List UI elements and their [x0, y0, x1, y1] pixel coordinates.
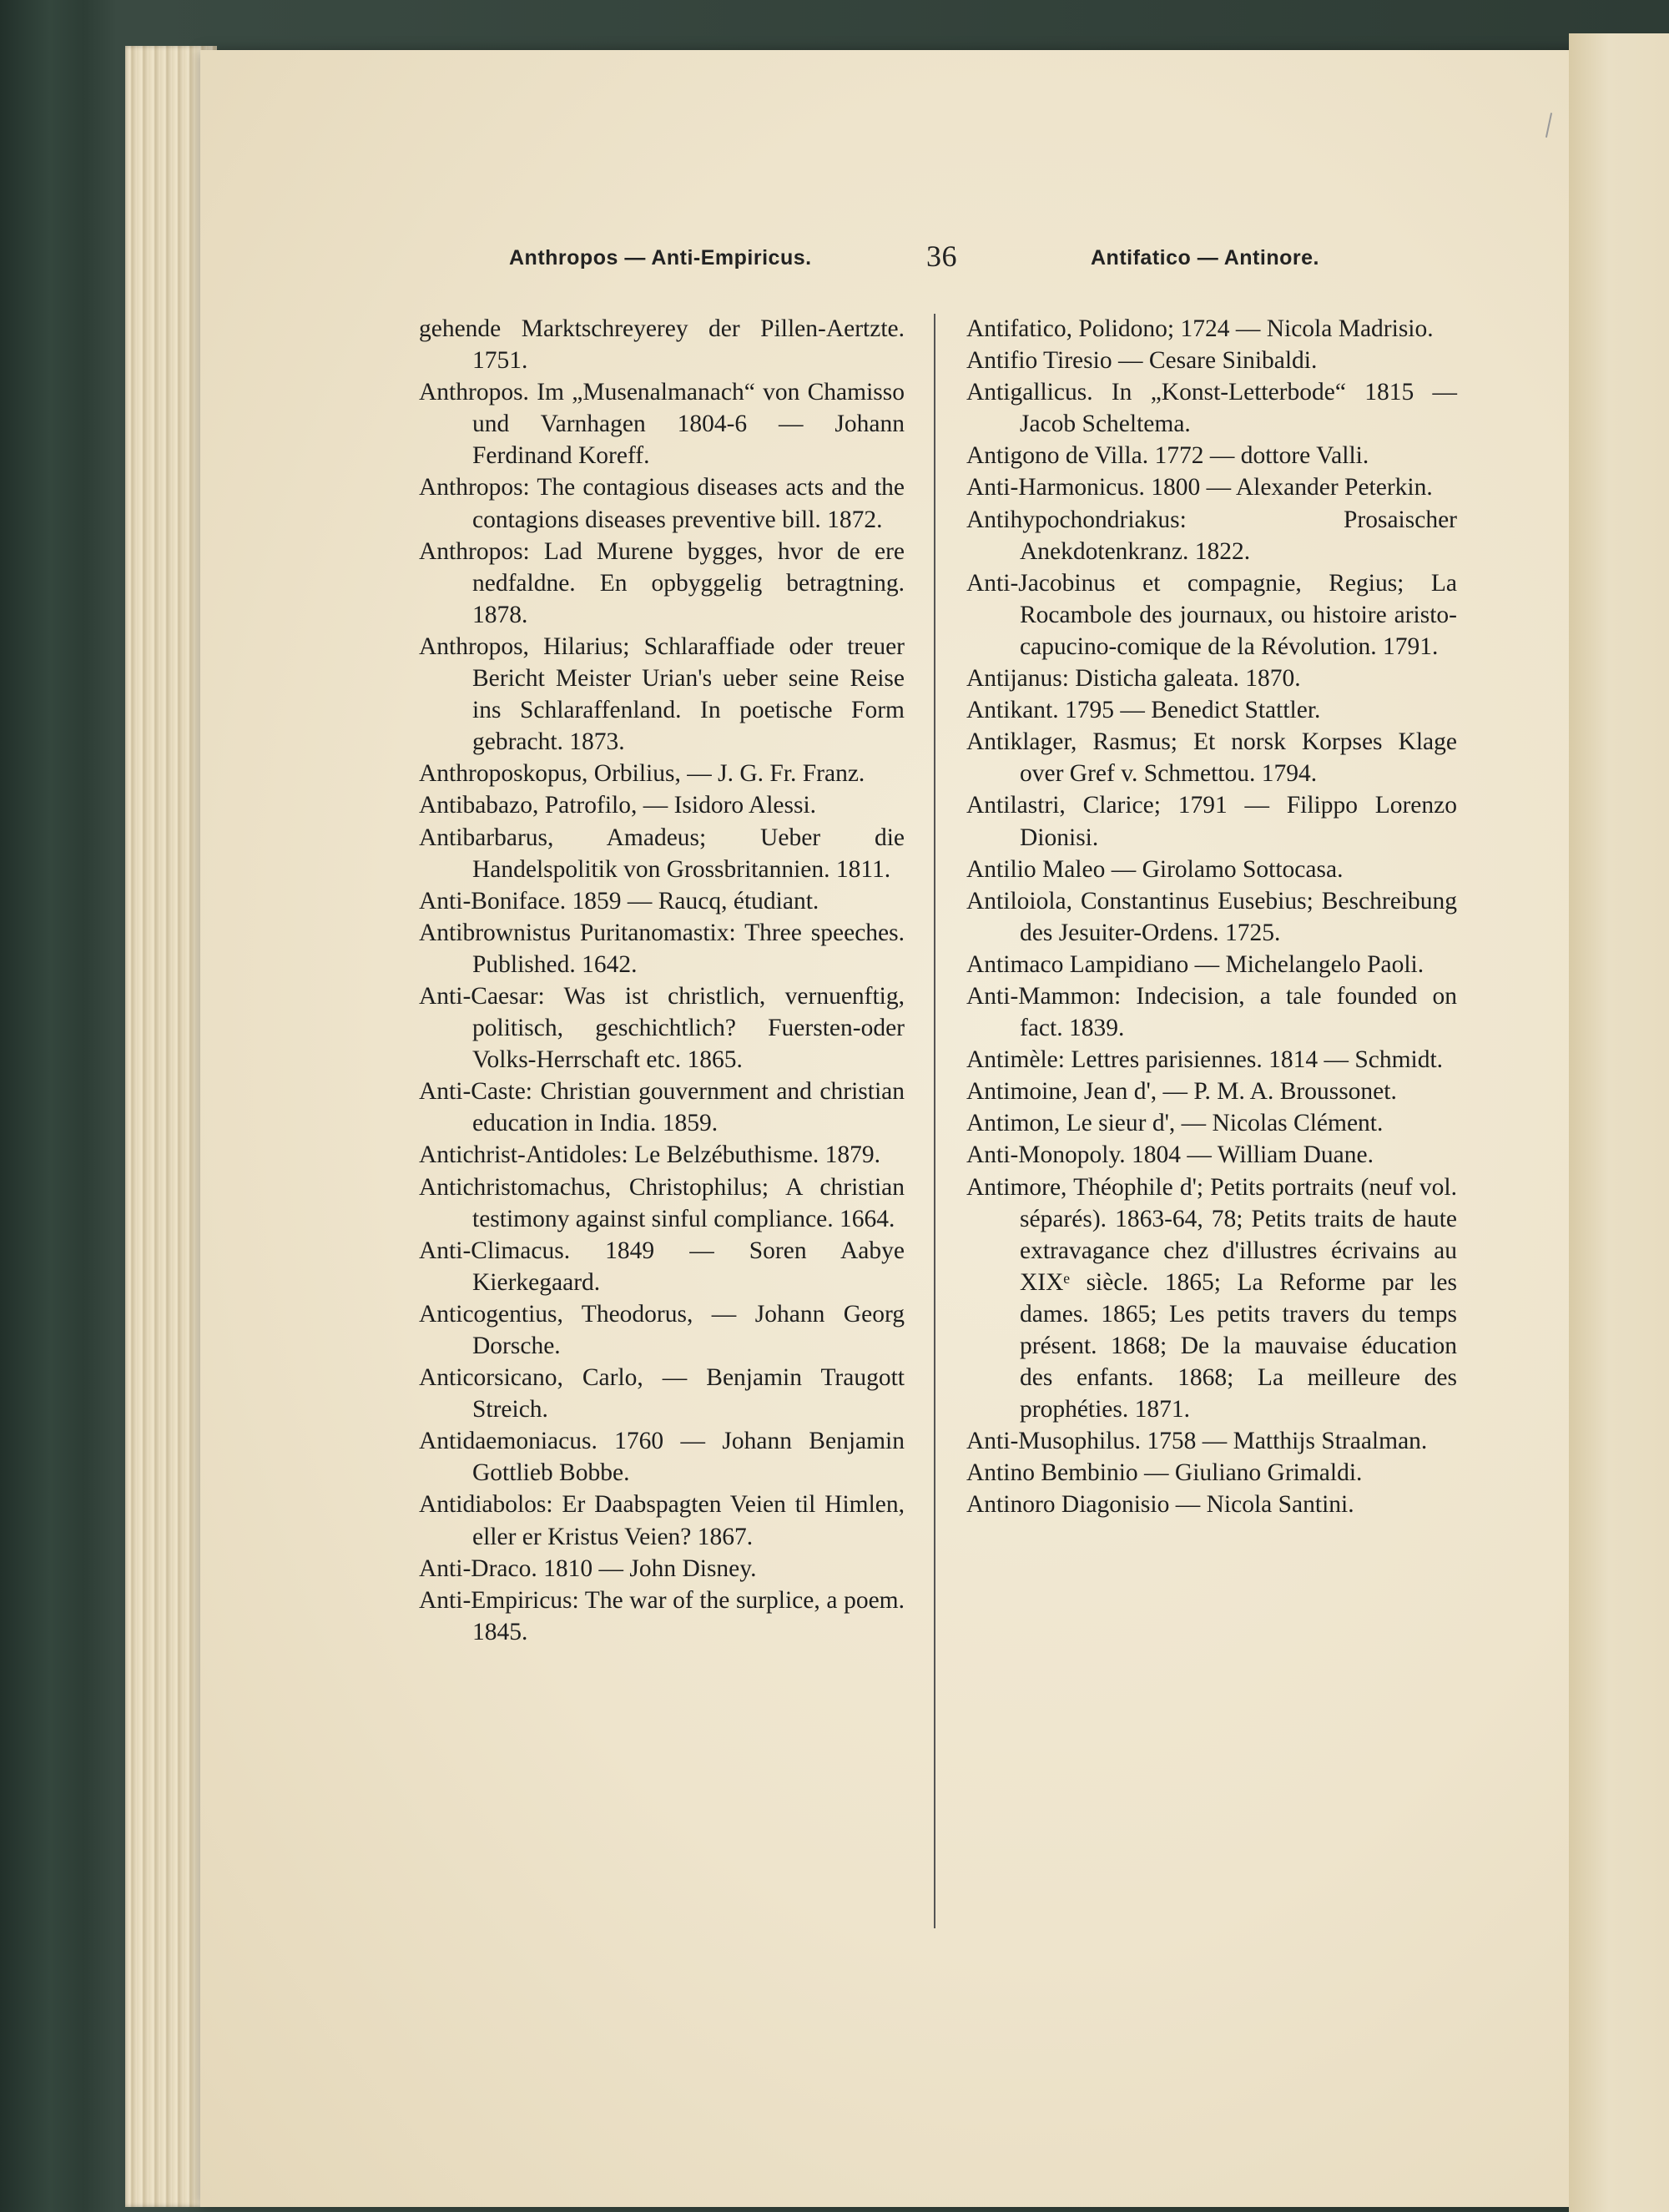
running-head-right: Antifatico — Antinore.: [1091, 246, 1319, 270]
entry: Antimore, Théophile d'; Petits portraits (neuf vol. séparés). 1863-64, 78; Petits traits de haute extravagance chez d'illustres écrivains au XIXᵉ siècle. 1865; La Reforme par les dames. 1865; Les petits travers du temps présent. 1868; De la mauvaise éducation des enfants. 1868; La meilleure des prophéties. 1871.: [966, 1173, 1457, 1423]
entry: Anthropos. Im „Musenalmanach“ von Chamisso und Varnhagen 1804-6 — Johann Ferdinand Koreff.: [419, 379, 905, 470]
entry: Anthropos, Hilarius; Schlaraffiade oder treuer Bericht Meister Urian's ueber seine Reise ins Schlaraffenland. In poetische Form gebracht. 1873.: [419, 632, 905, 756]
entry: Antinoro Diagonisio — Nicola Santini.: [966, 1491, 1354, 1519]
left-column: [419, 313, 905, 1648]
entry: Antigallicus. In „Konst-Letterbode“ 1815 — Jacob Scheltema.: [966, 379, 1457, 438]
right-column: [966, 313, 1457, 1521]
entry: Antibarbarus, Amadeus; Ueber die Handelspolitik von Grossbritannien. 1811.: [419, 824, 905, 883]
entry: Antidiabolos: Er Daabspagten Veien til Himlen, eller er Kristus Veien? 1867.: [419, 1491, 905, 1550]
entry: Antifio Tiresio — Cesare Sinibaldi.: [966, 347, 1318, 375]
entry: Antihypochondriakus: Prosaischer Anekdotenkranz. 1822.: [966, 506, 1457, 565]
entry: Antikant. 1795 — Benedict Stattler.: [966, 697, 1321, 724]
entry: Antijanus: Disticha galeata. 1870.: [966, 665, 1301, 693]
entry: Anti-Musophilus. 1758 — Matthijs Straalman.: [966, 1428, 1428, 1455]
entry: Antino Bembinio — Giuliano Grimaldi.: [966, 1459, 1363, 1487]
entry: Antilio Maleo — Girolamo Sottocasa.: [966, 855, 1344, 883]
entry: Antiklager, Rasmus; Et norsk Korpses Klage over Gref v. Schmettou. 1794.: [966, 728, 1457, 788]
entry: Antichrist-Antidoles: Le Belzébuthisme. 1879.: [419, 1141, 881, 1169]
running-head-left: Anthropos — Anti-Empiricus.: [509, 246, 812, 270]
column-divider: [934, 314, 935, 1928]
entry: Antigono de Villa. 1772 — dottore Valli.: [966, 442, 1369, 470]
entry: Anthropos: Lad Murene bygges, hvor de ere nedfaldne. En opbyggelig betragtning. 1878.: [419, 537, 905, 628]
entry: Antibabazo, Patrofilo, — Isidoro Alessi.: [419, 792, 817, 819]
entry: Anthroposkopus, Orbilius, — J. G. Fr. Franz.: [419, 760, 865, 788]
entry: Anti-Jacobinus et compagnie, Regius; La Rocambole des journaux, ou histoire aristo-capucino-comique de la Révolution. 1791.: [966, 569, 1457, 660]
entry: Antibrownistus Puritanomastix: Three speeches. Published. 1642.: [419, 919, 905, 978]
entry: Antidaemoniacus. 1760 — Johann Benjamin Gottlieb Bobbe.: [419, 1428, 905, 1487]
entry: Antimon, Le sieur d', — Nicolas Clément.: [966, 1110, 1384, 1137]
entry: Antichristomachus, Christophilus; A christian testimony against sinful compliance. 1664.: [419, 1173, 905, 1232]
entry: Anti-Climacus. 1849 — Soren Aabye Kierkegaard.: [419, 1237, 905, 1296]
entry: Antimoine, Jean d', — P. M. A. Broussonet.: [966, 1078, 1397, 1106]
entry: Anticogentius, Theodorus, — Johann Georg Dorsche.: [419, 1300, 905, 1359]
entry: Anticorsicano, Carlo, — Benjamin Traugott Streich.: [419, 1364, 905, 1423]
page-margin: [1569, 33, 1669, 2212]
entry: Antilastri, Clarice; 1791 — Filippo Lorenzo Dionisi.: [966, 792, 1457, 851]
entry: Antimaco Lampidiano — Michelangelo Paoli.: [966, 950, 1424, 978]
entry: Anti-Empiricus: The war of the surplice, a poem. 1845.: [419, 1586, 905, 1645]
entry: Anti-Caste: Christian gouvernment and christian education in India. 1859.: [419, 1078, 905, 1137]
entry: Anti-Boniface. 1859 — Raucq, étudiant.: [419, 887, 819, 915]
entry: gehende Marktschreyerey der Pillen-Aertzte. 1751.: [419, 315, 905, 375]
entry: Anti-Caesar: Was ist christlich, vernuenftig, politisch, geschichtlich? Fuersten-oder Volks-Herrschaft etc. 1865.: [419, 982, 905, 1074]
entry: Anti-Mammon: Indecision, a tale founded on fact. 1839.: [966, 982, 1457, 1042]
entry: Antifatico, Polidono; 1724 — Nicola Madrisio.: [966, 315, 1434, 342]
entry: Antimèle: Lettres parisiennes. 1814 — Schmidt.: [966, 1046, 1444, 1074]
entry: Anti-Harmonicus. 1800 — Alexander Peterkin.: [966, 474, 1433, 501]
entry: Antiloiola, Constantinus Eusebius; Beschreibung des Jesuiter-Ordens. 1725.: [966, 887, 1457, 946]
page-number: 36: [926, 239, 957, 273]
entry: Anti-Monopoly. 1804 — William Duane.: [966, 1141, 1374, 1169]
entry: Anthropos: The contagious diseases acts and the contagions diseases preventive bill. 1872.: [419, 474, 905, 533]
entry: Anti-Draco. 1810 — John Disney.: [419, 1554, 757, 1582]
